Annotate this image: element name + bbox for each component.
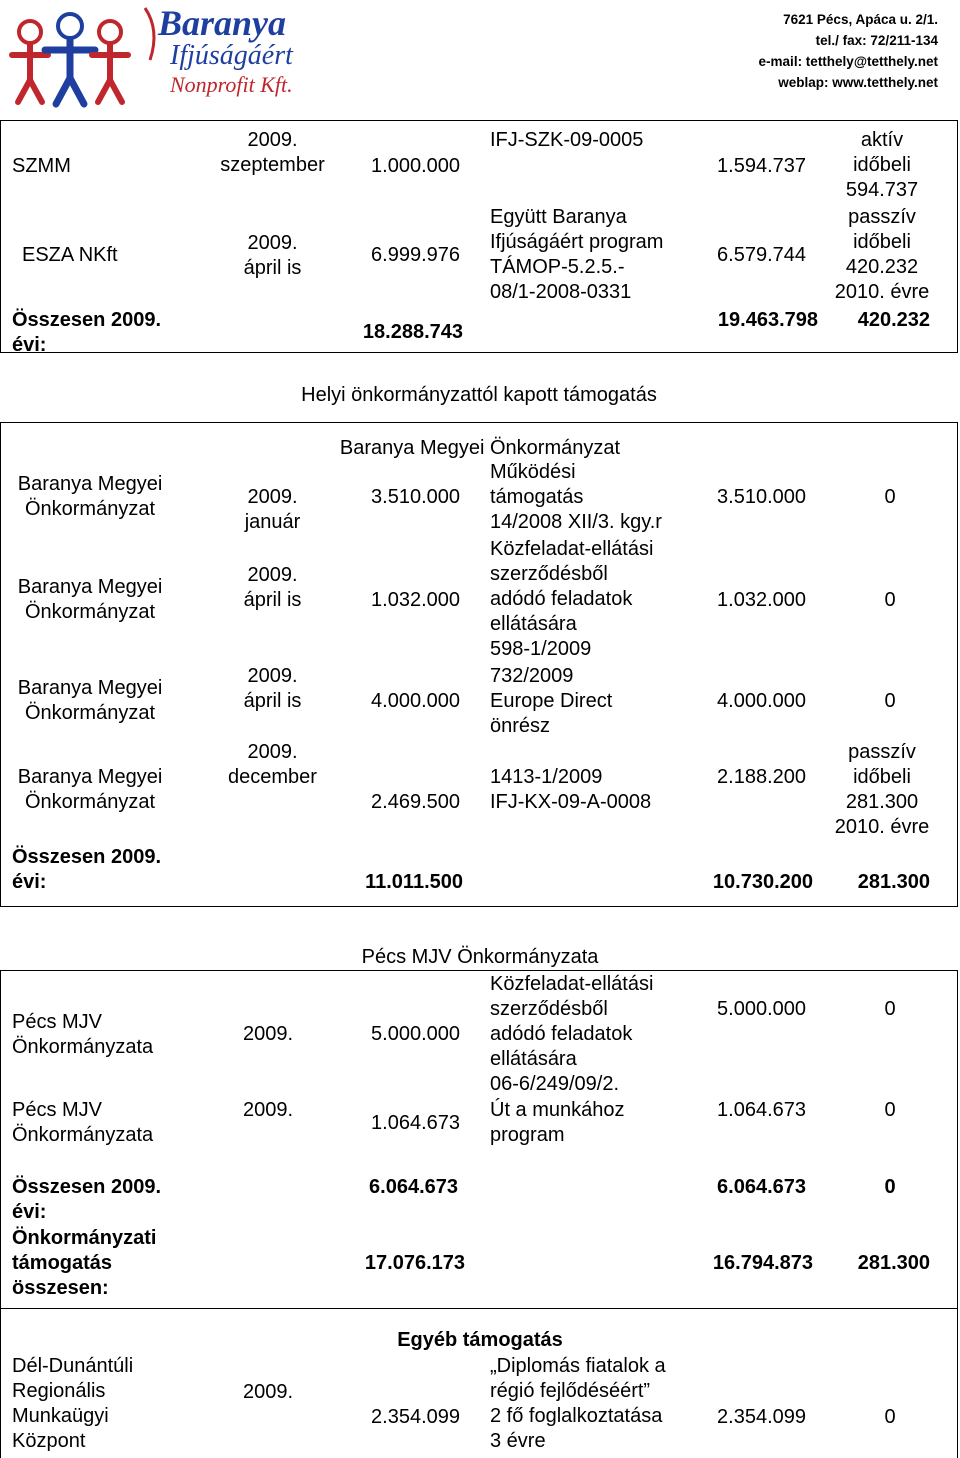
grand-total-note: 281.300 [857,1252,930,1274]
project-desc: Működési támogatás 14/2008 XII/3. kgy.r [490,461,662,533]
address-text: 7621 Pécs, Apáca u. 2/1. [783,12,938,27]
project-desc: Közfeladat-ellátási szerződésből adódó feladatok ellátására 06-6/249/09/2. [490,973,654,1095]
logo-company-type: Nonprofit Kft. [170,72,293,97]
total-paid: 6.064.673 [717,1176,806,1198]
total-note: 0 [884,1176,896,1198]
status-note: 0 [884,486,896,508]
table-border [0,120,958,121]
web-text: weblap: www.tetthely.net [778,75,938,90]
status-note: 0 [884,1099,896,1121]
project-desc: Együtt Baranya Ifjúságáért program TÁMOP-5.2.5.- 08/1-2008-0331 [490,206,664,303]
table-border [0,906,958,907]
org-name: ESZA NKft [22,244,118,266]
total-amount: 6.064.673 [369,1176,458,1198]
project-desc: 732/2009 Europe Direct önrész [490,665,613,737]
project-code: IFJ-SZK-09-0005 [490,129,644,151]
paid-text: 2.188.200 [717,766,806,788]
table-border [957,1308,958,1458]
date-text: 2009. [243,1099,294,1121]
date-text: 2009. szeptember [220,129,325,176]
org-name: Pécs MJV Önkormányzata [12,1011,154,1058]
total-paid: 10.730.200 [712,871,813,893]
status-note: 0 [884,690,896,712]
date-text: 2009. [243,1023,294,1045]
total-paid: 19.463.798 [717,309,818,331]
paid-text: 1.032.000 [717,589,806,611]
section-title: Helyi önkormányzattól kapott támogatás [301,384,657,406]
paid-text: 2.354.099 [717,1406,806,1428]
table-border [957,422,958,907]
total-amount: 11.011.500 [365,871,463,893]
date-text: 2009. ápril is [243,564,302,611]
org-name: Dél-Dunántúli Regionális Munkaügyi Központ [12,1355,134,1452]
total-amount: 18.288.743 [362,321,463,343]
amount-text: 2.469.500 [371,791,460,813]
org-name: SZMM [12,155,71,177]
paid-text: 1.594.737 [717,155,806,177]
amount-text: 1.064.673 [371,1112,460,1134]
amount-text: 5.000.000 [371,1023,460,1045]
paid-text: 1.064.673 [717,1099,806,1121]
org-name: Baranya Megyei Önkormányzat [17,677,163,724]
total-label: Összesen 2009. évi: [12,309,161,356]
table-border [0,422,958,423]
date-text: 2009. [243,1381,294,1403]
email-text: e-mail: tetthely@tetthely.net [758,54,938,69]
project-desc: Közfeladat-ellátási szerződésből adódó feladatok ellátására 598-1/2009 [490,538,654,660]
paid-text: 5.000.000 [717,998,806,1020]
paid-text: 4.000.000 [717,690,806,712]
grand-total-paid: 16.794.873 [712,1252,813,1274]
grand-total-label: Önkormányzati támogatás összesen: [12,1227,157,1299]
grand-total-amount: 17.076.173 [364,1252,465,1274]
amount-text: 1.000.000 [371,155,460,177]
table-border [0,1308,1,1458]
table-border [957,120,958,353]
table-border [0,1308,958,1309]
table-border [0,970,958,971]
amount-text: 4.000.000 [371,690,460,712]
amount-text: 2.354.099 [371,1406,460,1428]
total-label: Összesen 2009. évi: [12,846,161,893]
date-text: 2009. ápril is [243,232,302,279]
paid-text: 3.510.000 [717,486,806,508]
total-note: 420.232 [857,309,930,331]
subsection-title: Baranya Megyei Önkormányzat [339,437,621,459]
amount-text: 3.510.000 [371,486,460,508]
table-border [0,120,1,353]
org-name: Pécs MJV Önkormányzata [12,1099,154,1146]
status-note: 0 [884,998,896,1020]
org-name: Baranya Megyei Önkormányzat [17,576,163,623]
subsection-title: Egyéb támogatás [397,1329,563,1351]
org-name: Baranya Megyei Önkormányzat [17,766,163,813]
status-note: aktív időbeli 594.737 [845,129,919,201]
org-name: Baranya Megyei Önkormányzat [17,473,163,520]
logo-title: Baranya [158,3,287,43]
project-desc: „Diplomás fiatalok a régió fejlődéséért” 2 fő foglalkoztatása 3 évre [490,1355,666,1452]
amount-text: 6.999.976 [371,244,460,266]
table-border [957,970,958,1309]
logo-subtitle: Ifjúságáért [170,40,293,71]
project-desc: 1413-1/2009 IFJ-KX-09-A-0008 [490,766,652,813]
date-text: 2009. január [244,486,301,533]
date-text: 2009. december [228,741,317,788]
paid-text: 6.579.744 [717,244,806,266]
project-desc: Út a munkához program [490,1099,625,1146]
table-border [0,970,1,1309]
total-label: Összesen 2009. évi: [12,1176,161,1223]
logo [0,0,330,110]
total-note: 281.300 [857,871,930,893]
status-note: 0 [884,589,896,611]
phone-text: tel./ fax: 72/211-134 [815,33,938,48]
status-note: 0 [884,1406,896,1428]
amount-text: 1.032.000 [371,589,460,611]
date-text: 2009. ápril is [243,665,302,712]
subsection-title: Pécs MJV Önkormányzata [361,946,599,968]
status-note: passzív időbeli 420.232 2010. évre [834,206,930,303]
status-note: passzív időbeli 281.300 2010. évre [834,741,930,838]
